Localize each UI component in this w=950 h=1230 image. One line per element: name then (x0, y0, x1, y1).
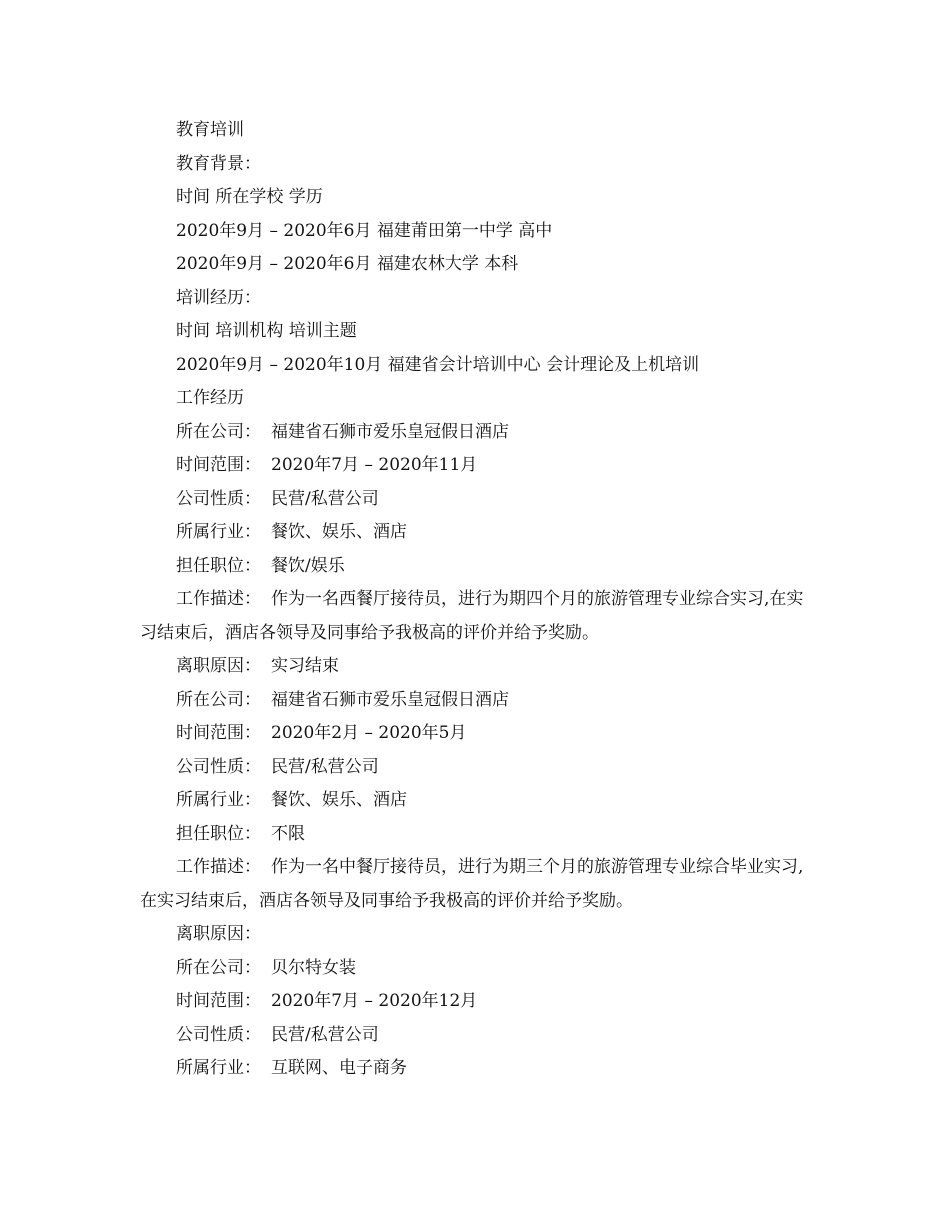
job-nature-row (140, 483, 810, 517)
job-company-value: 贝尔特女装 (271, 957, 356, 978)
job-industry-value: 互联网、电子商务 (271, 1058, 407, 1078)
field-label: 离职原因： (176, 924, 261, 944)
job-period-row (140, 449, 810, 483)
training-label: 培训经历： (176, 287, 261, 308)
job-industry-value: 餐饮、娱乐、酒店 (271, 522, 407, 542)
job-period-value: 2020年7月 – 2020年12月 (271, 991, 478, 1011)
training-table-header: 时间 培训机构 培训主题 (176, 321, 357, 341)
job-reason-value: 实习结束 (271, 656, 339, 676)
job-company-row (140, 684, 810, 718)
field-label: 所在公司： (176, 957, 261, 978)
field-label: 公司性质： (176, 1024, 261, 1045)
education-section-title: 教育培训 (176, 120, 244, 140)
job-industry-row (140, 516, 810, 550)
job-industry-row (140, 1052, 810, 1086)
work-section-title: 工作经历 (176, 388, 244, 408)
job-description-value: 作为一名中餐厅接待员，进行为期三个月的旅游管理专业综合毕业实习,在实习结束后，酒店各领导及同事给予我极高的评价并给予奖励。 (140, 857, 804, 911)
field-label: 所属行业： (176, 1058, 261, 1078)
job-position-value: 不限 (271, 823, 305, 844)
job-industry-value: 餐饮、娱乐、酒店 (271, 790, 407, 810)
job-reason-row (140, 918, 810, 952)
field-label: 所属行业： (176, 790, 261, 810)
job-company-value: 福建省石狮市爱乐皇冠假日酒店 (271, 421, 509, 442)
field-label: 所属行业： (176, 522, 261, 542)
training-row: 2020年9月 – 2020年10月 福建省会计培训中心 会计理论及上机培训 (176, 354, 700, 375)
field-label: 离职原因： (176, 656, 261, 676)
field-label: 担任职位： (176, 823, 261, 844)
job-period-row (140, 717, 810, 751)
job-nature-value: 民营/私营公司 (271, 1024, 379, 1045)
education-row: 2020年9月 – 2020年6月 福建农林大学 本科 (176, 254, 519, 274)
job-description-value: 作为一名西餐厅接待员，进行为期四个月的旅游管理专业综合实习,在实习结束后，酒店各领导及同事给予我极高的评价并给予奖励。 (140, 589, 804, 643)
job-company-value: 福建省石狮市爱乐皇冠假日酒店 (271, 689, 509, 710)
job-period-value: 2020年2月 – 2020年5月 (271, 723, 467, 743)
education-row: 2020年9月 – 2020年6月 福建莆田第一中学 高中 (176, 220, 553, 241)
job-position-row (140, 818, 810, 852)
job-description-row (140, 583, 810, 650)
job-period-row (140, 985, 810, 1019)
field-label: 工作描述： (176, 857, 261, 877)
job-position-value: 餐饮/娱乐 (271, 555, 345, 576)
job-description-row (140, 851, 810, 918)
job-nature-value: 民营/私营公司 (271, 488, 379, 509)
field-label: 公司性质： (176, 756, 261, 777)
education-background-label: 教育背景： (176, 153, 261, 174)
field-label: 时间范围： (176, 455, 261, 475)
job-nature-row (140, 751, 810, 785)
job-position-row (140, 550, 810, 584)
field-label: 工作描述： (176, 589, 261, 609)
job-nature-value: 民营/私营公司 (271, 756, 379, 777)
field-label: 所在公司： (176, 421, 261, 442)
job-nature-row (140, 1019, 810, 1053)
job-company-row (140, 952, 810, 986)
field-label: 时间范围： (176, 991, 261, 1011)
field-label: 所在公司： (176, 689, 261, 710)
job-industry-row (140, 784, 810, 818)
job-company-row (140, 416, 810, 450)
field-label: 担任职位： (176, 555, 261, 576)
field-label: 时间范围： (176, 723, 261, 743)
field-label: 公司性质： (176, 488, 261, 509)
job-period-value: 2020年7月 – 2020年11月 (271, 455, 478, 475)
education-table-header: 时间 所在学校 学历 (176, 187, 323, 207)
job-reason-row (140, 650, 810, 684)
